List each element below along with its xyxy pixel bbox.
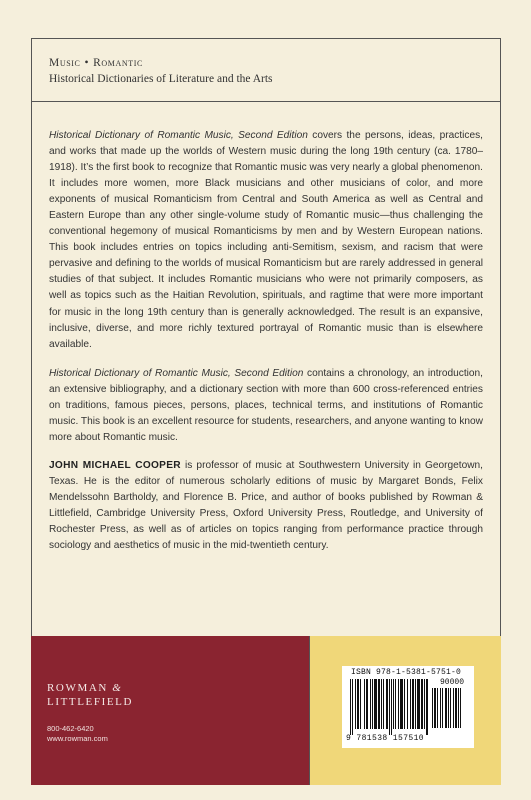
barcode-bar xyxy=(458,688,459,728)
description-paragraph-2 xyxy=(49,366,483,446)
barcode-bar xyxy=(357,679,359,729)
barcode-bar xyxy=(383,679,384,729)
price-addon-number: 90000 xyxy=(440,678,465,687)
barcode-bar xyxy=(453,688,454,728)
book-title: Historical Dictionary of Romantic Music, Second Edition xyxy=(49,130,308,141)
barcode-bar xyxy=(374,679,377,729)
barcode-bar xyxy=(386,679,388,729)
barcode-bar xyxy=(360,679,361,729)
barcode-bar xyxy=(355,679,356,729)
barcode-bar xyxy=(378,679,380,729)
series-music: Music xyxy=(49,57,81,69)
publisher-logo xyxy=(47,681,309,709)
barcode-bar xyxy=(437,688,438,728)
barcode-addon-bars xyxy=(432,688,466,734)
barcode-bar xyxy=(426,679,428,735)
barcode-bar xyxy=(417,679,420,729)
barcode-bar xyxy=(442,688,443,728)
author-bio xyxy=(49,458,483,554)
barcode-bar xyxy=(366,679,368,729)
barcode-bar xyxy=(410,679,411,729)
barcode-bar xyxy=(381,679,382,729)
paragraph-1-text: covers the persons, ideas, practices, and works that made up the worlds of Western music during the long 19th century (ca. 1780–1918). It’s the first book to recognize that Romantic music was very nearly a global phenomenon. It includes more women, more Black musicians and other musicians of color, and more exponents of musical Romanticism from Central and South America as well as Central and Eastern Europe than any other single-volume study of Romantic music—thus challenging the conventional hegemony of musical Romanticisms by men and by Western European nations. This book includes entries on topics including anti-Semitism, sexism, and racism that were pervasive and defining to the worlds of musical Romanticism but are rarely addressed in general studies of that subject. It includes Romantic musicians who were not primarily composers, as well as topics such as the Haitian Revolution, spirituals, and ragtime that were more important for music in the long 19th century than is generally acknowledged. The result is an expansive, inclusive, diverse, and more richly textured portrayal of Romantic music than is elsewhere available. xyxy=(49,130,483,350)
publisher-name-line-1: ROWMAN & xyxy=(47,682,123,694)
barcode-bar xyxy=(393,679,394,729)
barcode-bar xyxy=(424,679,425,729)
barcode-bar xyxy=(434,688,436,728)
barcode-bar xyxy=(370,679,371,729)
barcode-bar xyxy=(440,688,441,728)
isbn-number: ISBN 978-1-5381-5751-0 xyxy=(351,668,462,677)
barcode-bar xyxy=(445,688,447,728)
barcode-bar xyxy=(400,679,403,729)
barcode-bar xyxy=(432,688,433,728)
barcode-bar xyxy=(372,679,373,729)
cover-description xyxy=(49,128,483,567)
series-header xyxy=(31,38,501,102)
barcode-ean-bars xyxy=(350,679,428,735)
publisher-phone: 800-462-6420 xyxy=(47,724,94,733)
paragraph-2-text: contains a chronology, an introduction, an extensive bibliography, and a dictionary section with more than 600 cross-referenced entries on traditions, famous pieces, persons, places, technical terms, and institutions of Romantic music. This book is an excellent resource for students, researchers, and anyone wanting to know more about Romantic music. xyxy=(49,367,483,443)
barcode-bar xyxy=(421,679,423,729)
series-title: Historical Dictionaries of Literature and the Arts xyxy=(49,73,273,85)
barcode-bar xyxy=(412,679,414,729)
barcode-bar xyxy=(389,679,390,735)
barcode-bar xyxy=(455,688,457,728)
barcode-bar xyxy=(448,688,449,728)
author-name: JOHN MICHAEL COOPER xyxy=(49,459,181,471)
barcode-bar xyxy=(415,679,416,729)
book-title-2: Historical Dictionary of Romantic Music, Second Edition xyxy=(49,367,304,379)
series-romantic: Romantic xyxy=(93,57,143,69)
barcode-bar xyxy=(350,679,351,735)
barcode-bar xyxy=(395,679,396,729)
barcode-bar xyxy=(450,688,451,728)
barcode-bar xyxy=(364,679,365,729)
series-separator: • xyxy=(84,57,90,69)
barcode-bar xyxy=(460,688,461,728)
barcode-bar xyxy=(391,679,392,735)
barcode-bar xyxy=(404,679,405,729)
barcode-bar xyxy=(407,679,408,729)
publisher-website: www.rowman.com xyxy=(47,734,108,743)
barcode-bar xyxy=(352,679,353,735)
barcode-bar xyxy=(398,679,399,729)
publisher-panel xyxy=(31,636,309,785)
series-category xyxy=(49,56,501,71)
author-bio-text: is professor of music at Southwestern University in Georgetown, Texas. He is the editor of numerous scholarly editions of music by Margaret Bonds, Felix Mendelssohn Bartholdy, and Florence B. Price, and author of books published by Rowman & Littlefield, Cambridge University Press, Oxford University Press, Routledge, and University of Rochester Press, as well as of articles on topics ranging from performance practice through sociology and aesthetics of music in the mid-twentieth century. xyxy=(49,459,483,552)
ean-number: 9 781538 157510 xyxy=(346,734,425,743)
publisher-name-line-2: LITTLEFIELD xyxy=(47,696,134,708)
description-paragraph-1 xyxy=(49,128,483,353)
